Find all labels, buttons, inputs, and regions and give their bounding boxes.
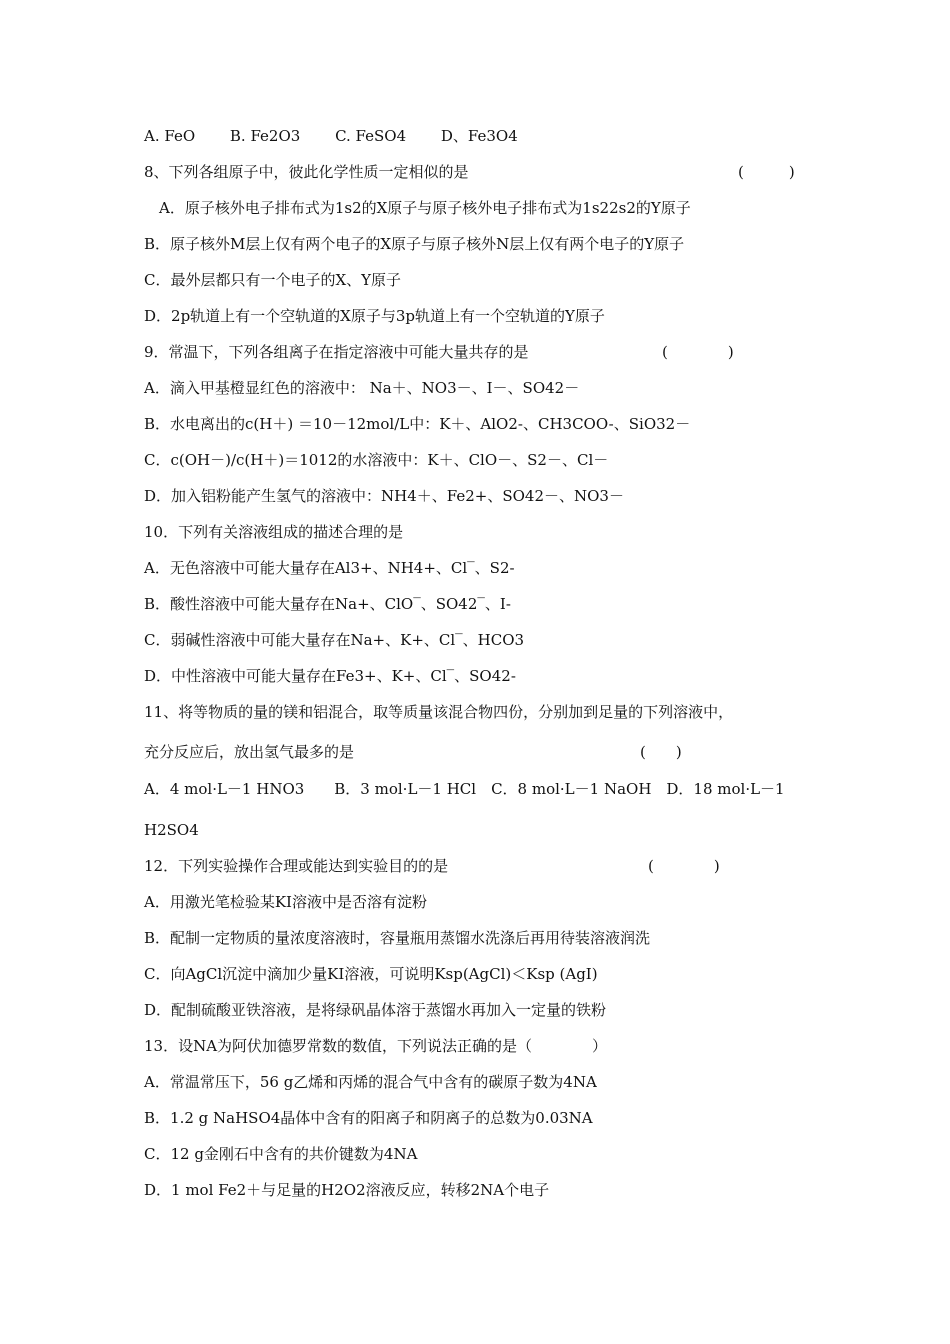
q11-stem: 11、将等物质的量的镁和铝混合，取等质量该混合物四份，分别加到足量的下列溶液中， [144, 703, 734, 721]
q11-options: A．4 mol·L－1 HNO3 B．3 mol·L－1 HCl C．8 mol·L－1 NaOH D．18 mol·L－1 [144, 780, 785, 798]
q8-option-a: A．原子核外电子排布式为1s2的X原子与原子核外电子排布式为1s22s2的Y原子 [144, 199, 691, 217]
q13-option-d: D．1 mol Fe2＋与足量的H2O2溶液反应，转移2NA个电子 [144, 1181, 550, 1199]
q10-option-b: B．酸性溶液中可能大量存在Na+、ClO‾、SO42‾、I- [144, 595, 511, 613]
q12-option-a: A．用激光笔检验某KI溶液中是否溶有淀粉 [144, 893, 427, 911]
q13-option-b: B．1.2 g NaHSO4晶体中含有的阳离子和阴离子的总数为0.03NA [144, 1109, 593, 1127]
q9-option-d: D．加入铝粉能产生氢气的溶液中：NH4＋、Fe2+、SO42－、NO3－ [144, 487, 624, 505]
q8-option-c: C．最外层都只有一个电子的X、Y原子 [144, 271, 402, 289]
q12-stem: 12．下列实验操作合理或能达到实验目的的是 [144, 857, 449, 875]
q7-options: A. FeO B. Fe2O3 C. FeSO4 D、Fe3O4 [144, 127, 518, 145]
q12-option-c: C．向AgCl沉淀中滴加少量KI溶液，可说明Ksp(AgCl)＜Ksp (AgI) [144, 965, 598, 983]
q10-stem: 10．下列有关溶液组成的描述合理的是 [144, 523, 404, 541]
q8-answer-bracket: ( ) [738, 163, 795, 181]
q9-option-b: B．水电离出的c(H＋) ＝10－12mol/L中：K＋、AlO2-、CH3COO-、SiO32－ [144, 415, 691, 433]
q10-option-a: A．无色溶液中可能大量存在Al3+、NH4+、Cl‾、S2- [144, 559, 515, 577]
q12-option-b: B．配制一定物质的量浓度溶液时，容量瓶用蒸馏水洗涤后再用待装溶液润洗 [144, 929, 651, 947]
q9-answer-bracket: ( ) [662, 343, 734, 361]
q11-options-cont: H2SO4 [144, 821, 199, 839]
q13-option-c: C．12 g金刚石中含有的共价键数为4NA [144, 1145, 418, 1163]
q13-option-a: A．常温常压下，56 g乙烯和丙烯的混合气中含有的碳原子数为4NA [144, 1073, 597, 1091]
q12-option-d: D．配制硫酸亚铁溶液，是将绿矾晶体溶于蒸馏水再加入一定量的铁粉 [144, 1001, 607, 1019]
q9-option-a: A．滴入甲基橙显红色的溶液中： Na＋、NO3－、I－、SO42－ [144, 379, 580, 397]
q9-option-c: C．c(OH－)/c(H＋)＝1012的水溶液中：K＋、ClO－、S2－、Cl－ [144, 451, 609, 469]
q9-stem: 9．常温下，下列各组离子在指定溶液中可能大量共存的是 [144, 343, 529, 361]
q11-stem-cont: 充分反应后，放出氢气最多的是 [144, 743, 355, 761]
q10-option-c: C．弱碱性溶液中可能大量存在Na+、K+、Cl‾、HCO3 [144, 631, 525, 649]
q8-option-d: D．2p轨道上有一个空轨道的X原子与3p轨道上有一个空轨道的Y原子 [144, 307, 605, 325]
q8-option-b: B．原子核外M层上仅有两个电子的X原子与原子核外N层上仅有两个电子的Y原子 [144, 235, 685, 253]
q10-option-d: D．中性溶液中可能大量存在Fe3+、K+、Cl‾、SO42- [144, 667, 516, 685]
q11-answer-bracket: ( ) [640, 743, 682, 761]
q13-stem: 13．设NA为阿伏加德罗常数的数值，下列说法正确的是（ ） [144, 1037, 608, 1055]
q8-stem: 8、下列各组原子中，彼此化学性质一定相似的是 [144, 163, 469, 181]
q12-answer-bracket: ( ) [648, 857, 720, 875]
